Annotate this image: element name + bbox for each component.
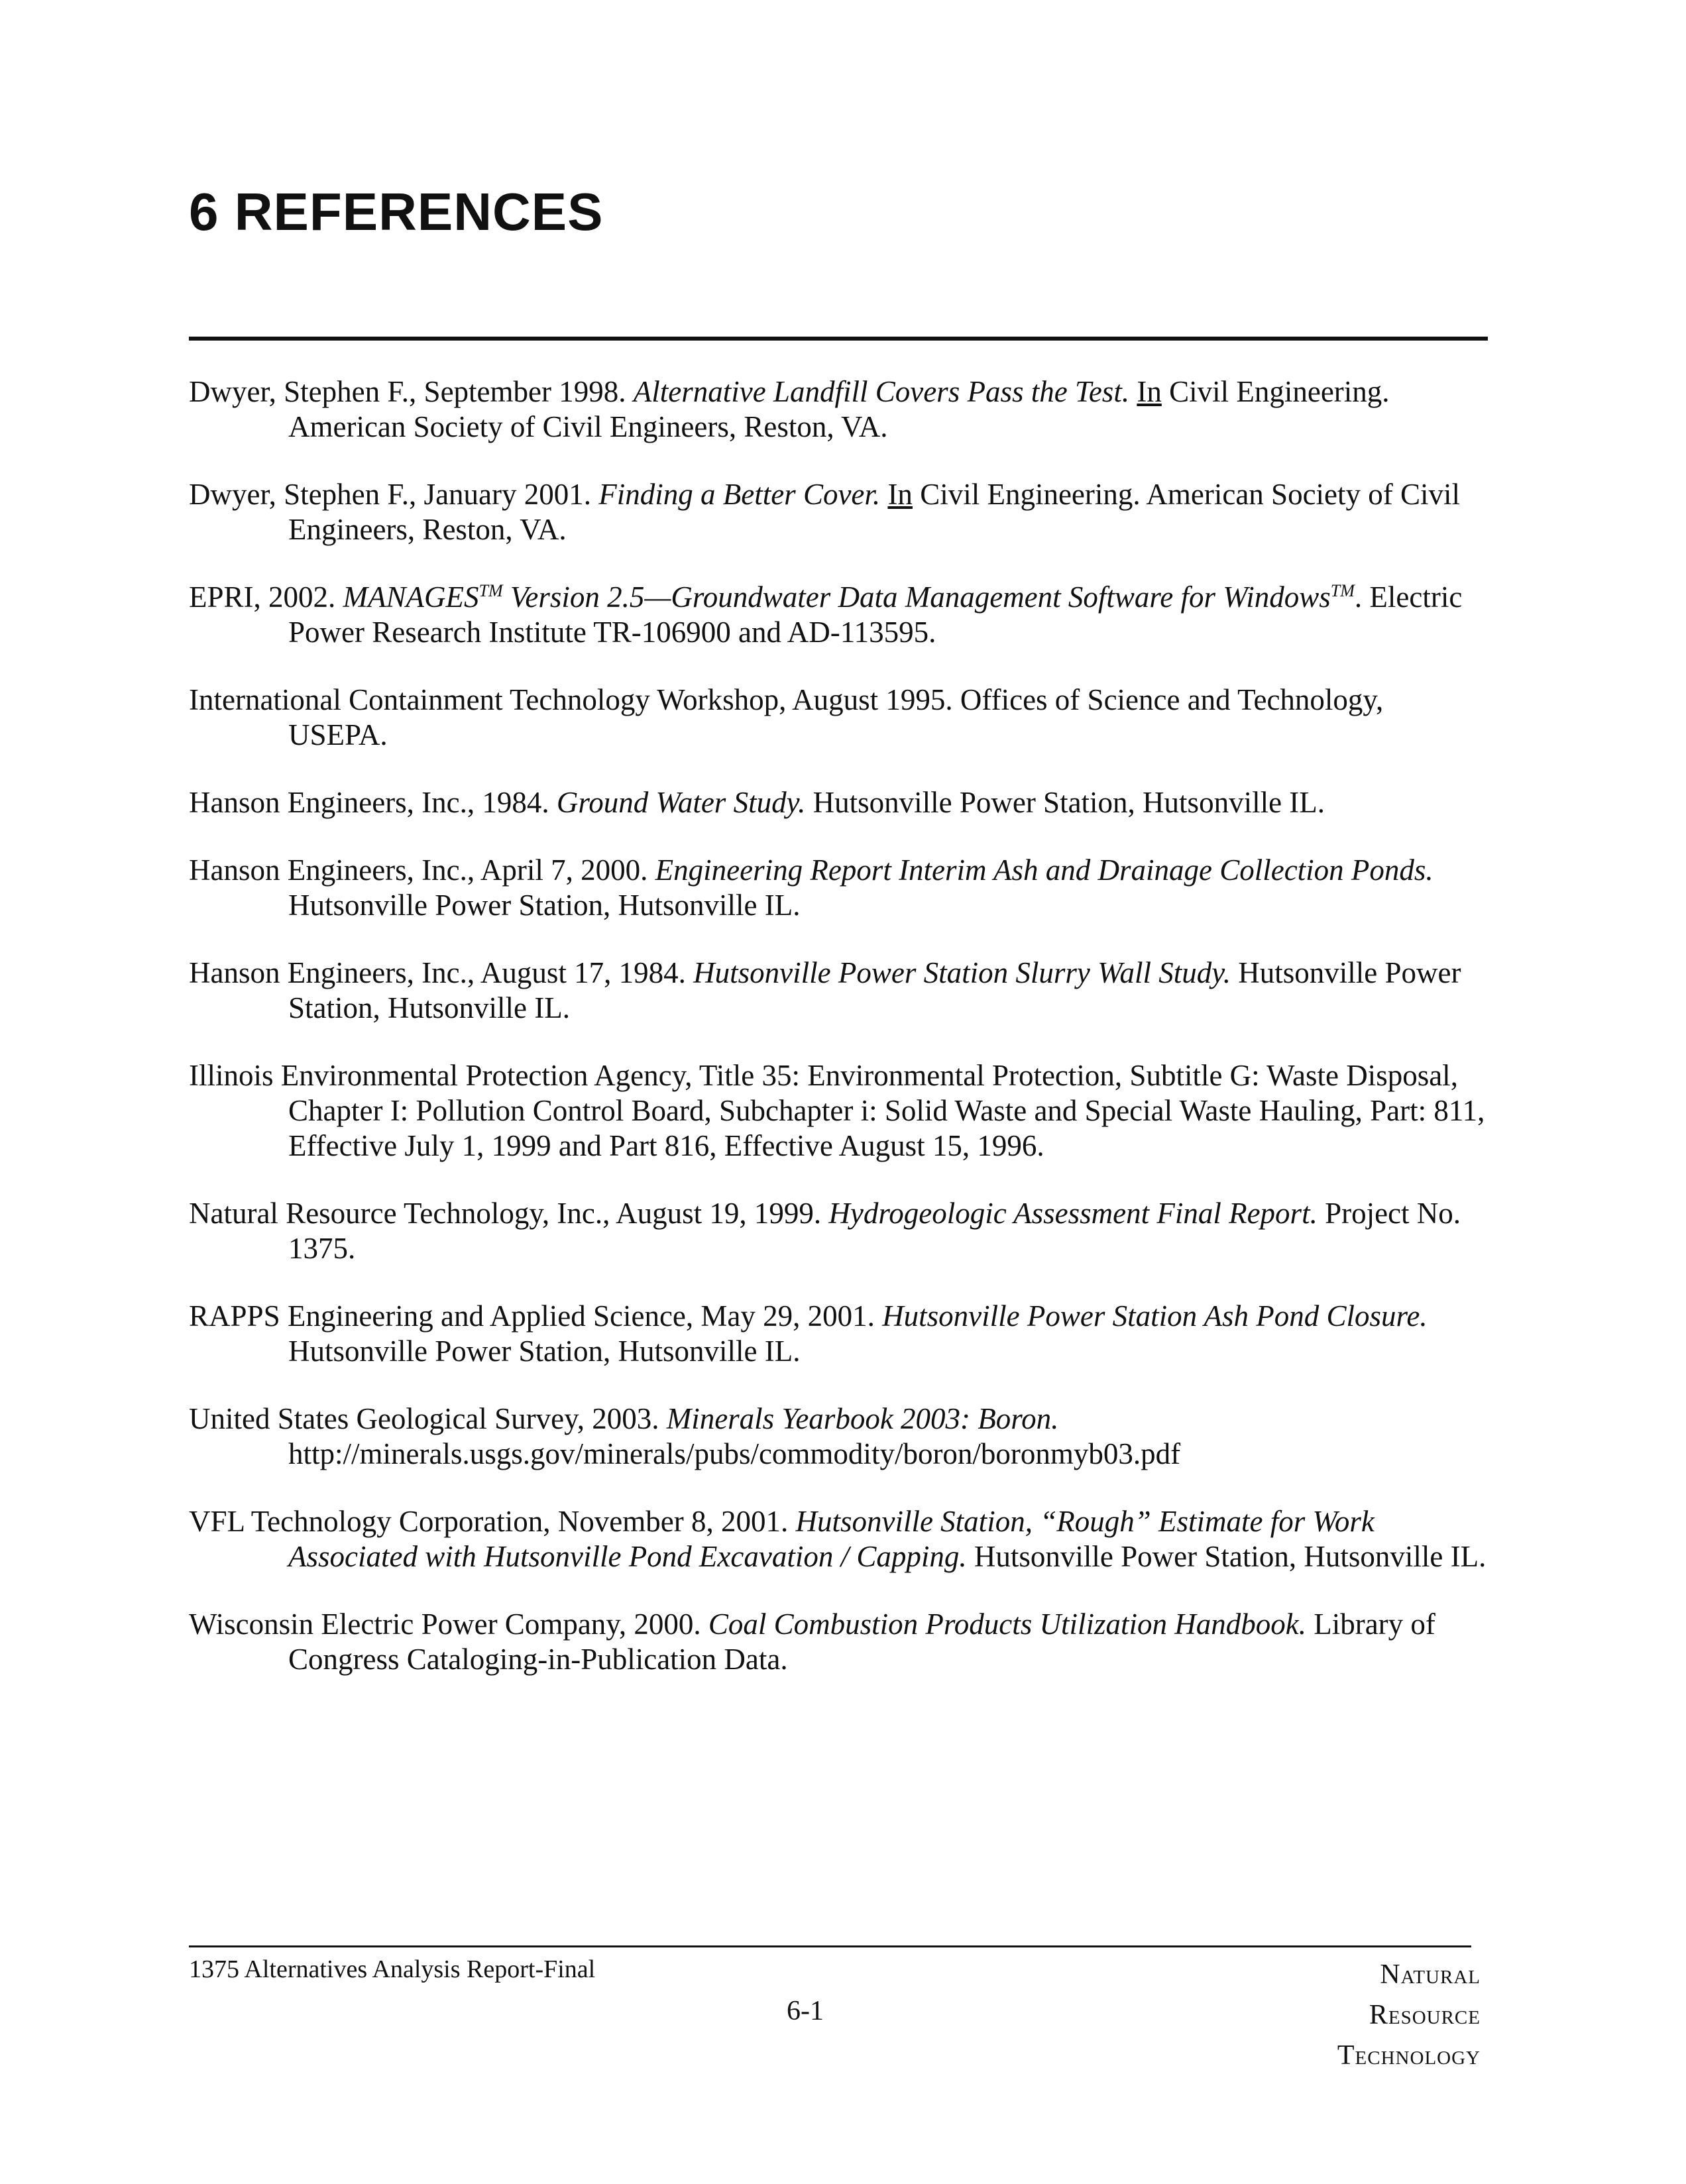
reference-text: Library of Congress Cataloging-in-Publication Data. [288,1608,1435,1676]
reference-item [189,580,1488,650]
title-divider [189,337,1488,341]
reference-text: Natural Resource Technology, Inc., August 19, 1999. [189,1197,829,1230]
reference-text: Dwyer, Stephen F., September 1998. [189,375,634,408]
page-title: 6 REFERENCES [189,182,604,241]
reference-in-marker: In [887,478,913,511]
reference-item [189,1401,1488,1472]
reference-title: Hutsonville Station, “Rough” Estimate for Work Associated with Hutsonville Pond Excavation / Capping. [288,1505,1375,1573]
reference-text: Wisconsin Electric Power Company, 2000. [189,1608,708,1641]
reference-text: United States Geological Survey, 2003. [189,1402,667,1435]
reference-item [189,1504,1488,1574]
reference-text: . Electric Power Research Institute TR-106900 and AD-113595. [288,580,1463,649]
reference-item [189,1299,1488,1369]
company-logo-line: Resource [1369,2000,1481,2030]
reference-text: Hutsonville Power Station, Hutsonville IL. [805,786,1325,819]
reference-url: http://minerals.usgs.gov/minerals/pubs/commodity/boron/boronmyb03.pdf [288,1437,1181,1470]
reference-text: Hutsonville Power Station, Hutsonville IL. [288,1335,801,1368]
footer-divider [189,1945,1471,1947]
reference-title: Alternative Landfill Covers Pass the Test. [633,375,1130,408]
footer-report-name: 1375 Alternatives Analysis Report-Final [189,1955,596,1983]
reference-title: Hutsonville Power Station Slurry Wall Study. [693,956,1231,989]
reference-text: Illinois Environmental Protection Agency, Title 35: Environmental Protection, Subtitle G: Waste Disposal, Chapter I: Pollution Control Board, Subchapter i: Solid Waste and Special Waste Hauling, Part: 811, Effective July 1, 1999 and Part 816, Effective August 15, 1996. [189,1059,1485,1162]
reference-text: EPRI, 2002. [189,580,343,614]
reference-title: Coal Combustion Products Utilization Handbook. [708,1608,1306,1641]
reference-text: International Containment Technology Workshop, August 1995. Offices of Science and Technology, USEPA. [189,683,1384,751]
reference-text: Civil Engineering. American Society of Civil Engineers, Reston, VA. [288,478,1461,546]
reference-title: Engineering Report Interim Ash and Drainage Collection Ponds. [655,853,1433,887]
reference-in-marker: In [1137,375,1162,408]
reference-item [189,785,1488,820]
trademark-symbol: TM [478,581,503,600]
reference-title-part: MANAGES [343,580,479,614]
reference-text: VFL Technology Corporation, November 8, 2001. [189,1505,796,1538]
reference-item [189,682,1488,753]
reference-item [189,1058,1488,1164]
reference-item [189,1196,1488,1266]
reference-text: Civil Engineering. American Society of Civil Engineers, Reston, VA. [288,375,1390,443]
reference-item [189,374,1488,445]
company-logo [1337,1955,1481,2076]
reference-text: Hanson Engineers, Inc., August 17, 1984. [189,956,694,989]
reference-text: Dwyer, Stephen F., January 2001. [189,478,599,511]
reference-list [189,374,1488,1710]
reference-item [189,956,1488,1026]
reference-title: Hutsonville Power Station Ash Pond Closure. [882,1299,1428,1333]
reference-title: Hydrogeologic Assessment Final Report. [828,1197,1318,1230]
reference-text: Hanson Engineers, Inc., April 7, 2000. [189,853,655,887]
reference-text: Project No. 1375. [288,1197,1461,1265]
trademark-symbol: TM [1330,581,1355,600]
reference-item [189,853,1488,923]
company-logo-line: Natural [1380,1959,1481,1990]
page-number: 6-1 [787,1996,824,2026]
company-logo-line: Technology [1337,2040,1481,2071]
reference-title: Finding a Better Cover. [598,478,881,511]
reference-title [343,580,1355,614]
reference-text: Hutsonville Power Station, Hutsonville IL. [288,889,801,922]
reference-title-part: Version 2.5—Groundwater Data Management Software for Windows [502,580,1331,614]
reference-title: Minerals Yearbook 2003: Boron. [666,1402,1059,1435]
reference-text: RAPPS Engineering and Applied Science, May 29, 2001. [189,1299,883,1333]
reference-text: Hutsonville Power Station, Hutsonville IL. [966,1540,1487,1573]
reference-item [189,477,1488,547]
reference-item [189,1607,1488,1677]
reference-text: Hanson Engineers, Inc., 1984. [189,786,557,819]
reference-title: Ground Water Study. [556,786,806,819]
reference-text: Hutsonville Power Station, Hutsonville IL. [288,956,1461,1024]
